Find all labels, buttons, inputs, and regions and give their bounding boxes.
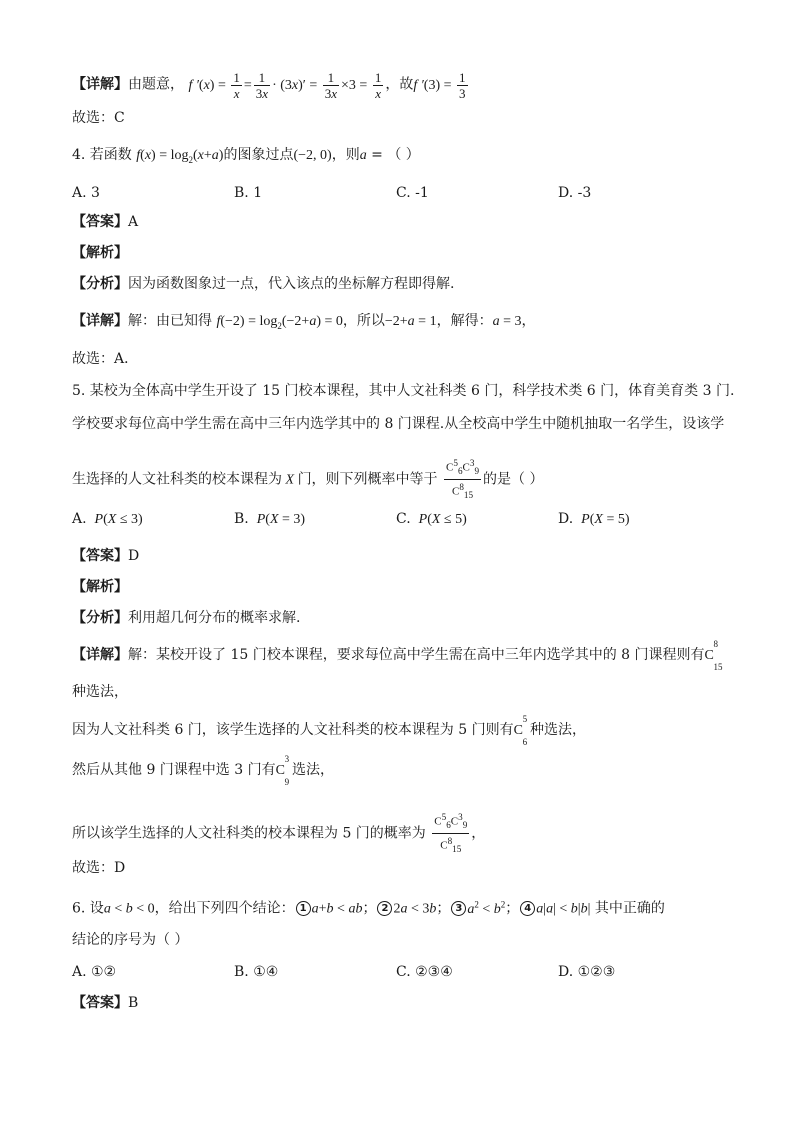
answer-value: D (128, 548, 140, 564)
select-line-q3: 故选：C (72, 110, 125, 126)
q5-option-c: C. P(X ≤ 5) (396, 511, 467, 527)
detail-4-b: ，所以 (342, 313, 385, 329)
q4-mid: 的图象过点 (223, 147, 294, 163)
detail-5-3b: 种选法， (529, 722, 586, 738)
answer-tag: 【答案】 (72, 548, 128, 564)
analysis-text: 因为函数图象过一点，代入该点的坐标解方程即得解. (128, 276, 455, 292)
formula-derivative: f ′(x) = $\frac{1}{x}$ = $\frac{1}{3x}$ · (3x)′ = $\frac{1}{3x}$ ×3 = $\frac{1}{x}$ (188, 70, 382, 101)
analysis-5 (72, 608, 300, 628)
analysis-sub-tag: 【分析】 (72, 610, 128, 626)
answer-value: A (128, 214, 139, 230)
answer-4 (72, 212, 138, 232)
detail-tag: 【详解】 (72, 76, 128, 93)
q5-option-d: D. P(X = 5) (558, 511, 630, 527)
formula-prob: $\frac{C^5_6C^3_9}{C^8_{15}}$ (434, 812, 468, 854)
q5-option-c-label: C. (396, 511, 411, 527)
analysis-tag: 【解析】 (72, 579, 128, 595)
formula-c-6-5: C 5 6 (513, 714, 528, 747)
answer-tag: 【答案】 (72, 214, 128, 230)
q5-option-a: A. P(X ≤ 3) (72, 511, 143, 527)
detail-4-c: ，解得： (436, 313, 493, 329)
formula-eq1: $f(-2) = \log_2(-2+a) = 0$ (216, 314, 343, 331)
detail-5-line3 (72, 714, 586, 747)
q4-lead: 4. 若函数 (72, 147, 132, 163)
formula-eq2: −2+a = 1 (384, 314, 437, 329)
q6-c: 其中正确的 (590, 900, 665, 917)
detail-5-5a: 所以该学生选择的人文社科类的校本课程为 5 门的概率为 (72, 825, 426, 842)
q5-option-d-label: D. (558, 511, 574, 527)
detail-5-3a: 因为人文社科类 6 门，该学生选择的人文社科类的校本课程为 5 门则有 (72, 722, 514, 738)
detail-tag: 【详解】 (72, 647, 128, 663)
detail-4-a: 解：由已知得 (128, 313, 212, 329)
formula-log: $f(x) = \log_2(x+a)$ (136, 148, 224, 165)
detail-4 (72, 311, 535, 336)
answer-tag: 【答案】 (72, 995, 128, 1011)
analysis-4 (72, 274, 454, 294)
detail-4-d: ， (521, 313, 536, 329)
detail-5-line4 (72, 754, 334, 787)
q4-blank: = （ ） (366, 147, 420, 163)
analysis-sub-tag: 【分析】 (72, 276, 128, 292)
analysis-header-4 (72, 243, 128, 263)
q6-option-d: D. ①②③ (558, 964, 616, 980)
q6-option-c: C. ②③④ (396, 964, 453, 980)
formula-cond: a < b < 0 (103, 901, 155, 917)
answer-value: B (128, 995, 139, 1011)
question-4 (72, 145, 420, 170)
q6-option-b: B. ①④ (234, 964, 279, 980)
q5-option-b-label: B. (234, 511, 249, 527)
answer-6 (72, 993, 138, 1013)
q4-option-b: B. 1 (234, 185, 263, 201)
q5-text-c: 的是（ ） (483, 471, 544, 488)
select-4: 故选：A． (72, 351, 139, 367)
question-6-line1: 6. 设a < b < 0，给出下列四个结论： 1 a+b < ab； 2 2a < 3b； 3 $a^2 < b^2$； 4 a|a| < b|b| 其中正确的 (72, 899, 665, 917)
detail-5-text: 解：某校开设了 15 门校本课程，要求每位高中学生需在高中三年内选学其中的 8 门课程则有 (128, 647, 705, 663)
q5-text-b: 门，则下列概率中等于 (297, 471, 438, 488)
q4-option-d: D. -3 (558, 185, 592, 201)
detail-5-line2: 种选法， (72, 684, 128, 700)
detail-tail: ，故 (385, 76, 414, 93)
formula-value: f ′(3) = $\frac{1}{3}$ (413, 70, 466, 101)
q4-option-c: C. -1 (396, 185, 429, 201)
detail-5-line1 (72, 639, 723, 672)
q6-option-a: A. ①② (72, 964, 117, 980)
question-5-line1: 5. 某校为全体高中学生开设了 15 门校本课程，其中人文社科类 6 门，科学技术类 6 门，体育美育类 3 门. (72, 383, 735, 399)
q6-b: ，给出下列四个结论： (154, 900, 295, 917)
q5-option-b: B. P(X = 3) (234, 511, 306, 527)
analysis-header-5 (72, 577, 128, 597)
formula-comb-ratio: $\frac{C^5_6C^3_9}{C^8_{15}}$ (446, 458, 480, 500)
formula-eq3: a = 3 (492, 314, 522, 329)
formula-c-9-3: C 3 9 (275, 754, 290, 787)
formula-c-15-8: C 8 15 (704, 639, 723, 672)
q4-option-a: A. 3 (72, 185, 100, 201)
detail-5-line5 (72, 810, 485, 857)
detail-tag: 【详解】 (72, 313, 128, 329)
var-x: X (282, 472, 298, 488)
detail-5-4b: 选法， (291, 762, 334, 778)
question-6-line2: 结论的序号为（ ） (72, 932, 189, 948)
q4-end: ，则 (331, 147, 360, 163)
q5-text-a: 生选择的人文社科类的校本课程为 (72, 471, 282, 488)
analysis-tag: 【解析】 (72, 245, 128, 261)
select-5: 故选：D (72, 860, 126, 876)
answer-5 (72, 546, 139, 566)
q6-a: 6. 设 (72, 900, 104, 917)
q5-option-a-label: A. (72, 511, 87, 527)
detail-text: 由题意， (128, 76, 184, 93)
detail-5-4a: 然后从其他 9 门课程中选 3 门有 (72, 762, 276, 778)
question-5-line3 (72, 456, 543, 503)
detail-line-q3 (72, 70, 470, 101)
formula-point: (−2, 0) (293, 148, 332, 163)
detail-5-5b: ， (471, 825, 486, 842)
analysis-text: 利用超几何分布的概率求解. (128, 610, 301, 626)
question-5-line2: 学校要求每位高中学生需在高中三年内选学其中的 8 门课程.从全校高中学生中随机抽取一名学生，设该学 (72, 416, 725, 432)
var-a: a (359, 148, 367, 163)
